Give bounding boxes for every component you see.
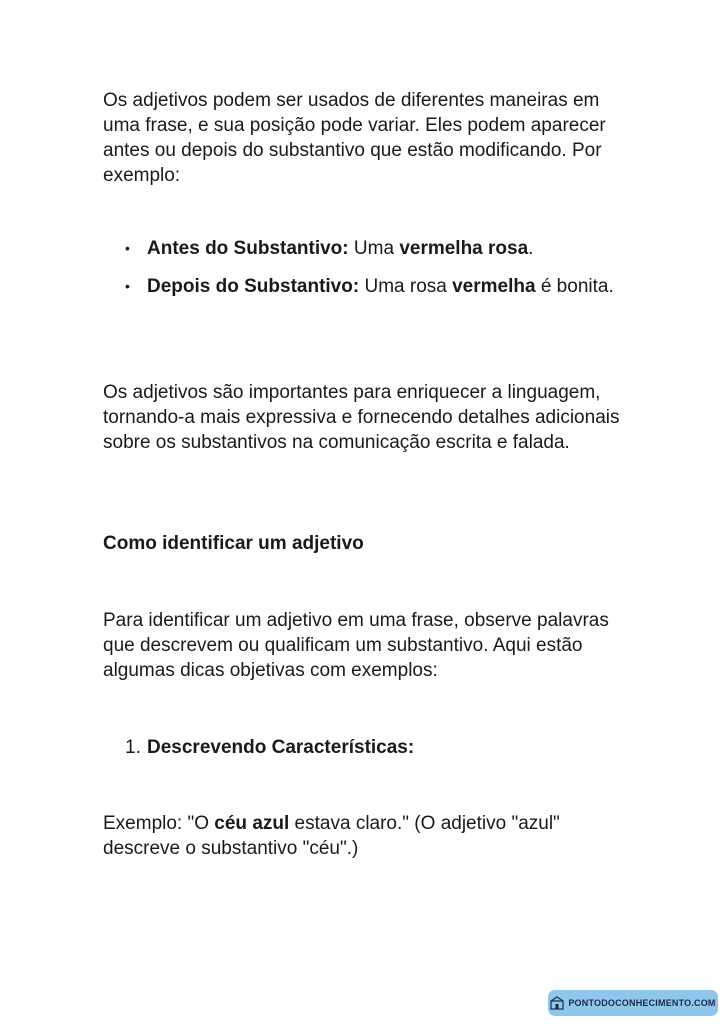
list-number: 1. <box>125 737 141 758</box>
intro-paragraph: Os adjetivos podem ser usados de diferentes maneiras em uma frase, e sua posição pode variar. Eles podem aparecer antes ou depois do substantivo que estão modificando. Por exemplo: <box>103 90 606 186</box>
position-examples-list <box>103 236 623 312</box>
bullet-bold-text: vermelha <box>452 276 536 297</box>
bullet-label: Depois do Substantivo: <box>147 276 360 297</box>
watermark-text: PONTODOCONHECIMENTO.COM <box>568 998 716 1008</box>
example-bold-text: céu azul <box>214 813 290 834</box>
bullet-text: Uma rosa <box>359 276 453 297</box>
list-item <box>103 274 623 299</box>
bullet-bold-text: vermelha rosa <box>399 238 529 259</box>
section-heading: Como identificar um adjetivo <box>103 533 364 554</box>
bullet-label: Antes do Substantivo: <box>147 238 349 259</box>
example-text: Exemplo: "O <box>103 813 215 834</box>
tips-list <box>103 735 623 760</box>
bullet-text: é bonita. <box>535 276 614 297</box>
list-item-label: Descrevendo Características: <box>147 737 415 758</box>
list-item <box>103 735 623 760</box>
bullet-icon: • <box>125 240 130 256</box>
site-watermark-badge[interactable] <box>548 990 718 1016</box>
importance-paragraph: Os adjetivos são importantes para enriquecer a linguagem, tornando-a mais expressiva e fornecendo detalhes adicionais sobre os substantivos na comunicação escrita e falada. <box>103 382 620 453</box>
bullet-text: Uma <box>348 238 400 259</box>
bullet-icon: • <box>125 278 130 294</box>
example-text: estava claro." (O adjetivo "azul" descreve o substantivo "céu".) <box>103 813 560 859</box>
example-paragraph <box>103 811 623 861</box>
bullet-text: . <box>528 238 534 259</box>
list-item <box>103 236 623 261</box>
tips-paragraph: Para identificar um adjetivo em uma frase, observe palavras que descrevem ou qualificam um substantivo. Aqui estão algumas dicas objetivas com exemplos: <box>103 610 609 681</box>
school-icon <box>550 996 564 1010</box>
